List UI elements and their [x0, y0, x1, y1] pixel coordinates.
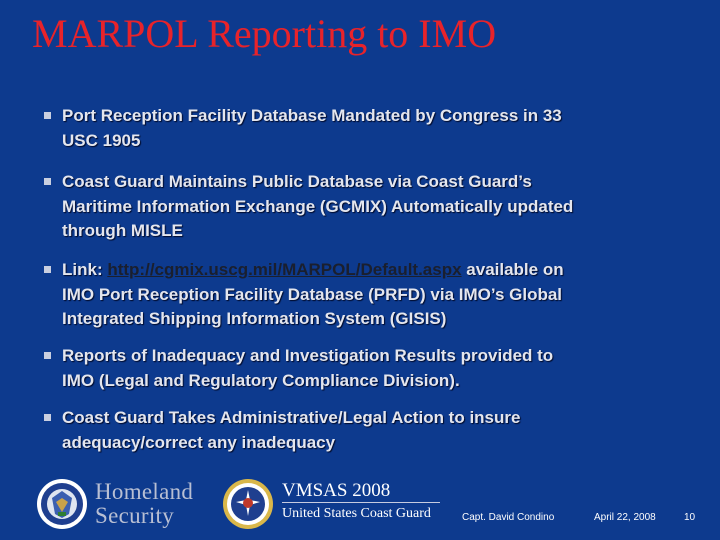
bullet-marker [44, 266, 51, 273]
organization-name: United States Coast Guard [282, 506, 431, 521]
bullet-item: Reports of Inadequacy and Investigation Results provided to IMO (Legal and Regulatory Compliance Division). [44, 344, 553, 393]
bullet-item: Port Reception Facility Database Mandated by Congress in 33 USC 1905 [44, 104, 562, 153]
presenter-name: Capt. David Condino [462, 512, 555, 523]
dhs-seal-icon [36, 478, 88, 530]
bullet-item: Link: http://cgmix.uscg.mil/MARPOL/Default.aspx available on IMO Port Reception Facility Database (PRFD) via IMO’s Global Integrated Shipping Information System (GISIS) [44, 258, 564, 332]
presentation-date: April 22, 2008 [594, 512, 656, 523]
bullet-marker [44, 178, 51, 185]
page-number: 10 [684, 512, 696, 523]
coast-guard-seal-icon [222, 478, 274, 530]
bullet-marker [44, 414, 51, 421]
event-name: VMSAS 2008 [282, 480, 391, 501]
cgmix-link[interactable]: http://cgmix.uscg.mil/MARPOL/Default.aspx [107, 260, 462, 279]
dhs-wordmark: Homeland Security [95, 479, 194, 528]
bullet-marker [44, 112, 51, 119]
bullet-item: Coast Guard Takes Administrative/Legal Action to insure adequacy/correct any inadequacy [44, 406, 520, 455]
slide-footer [0, 470, 720, 540]
footer-divider [282, 502, 440, 503]
bullet-item: Coast Guard Maintains Public Database via Coast Guard’s Maritime Information Exchange (GCMIX) Automatically updated through MISLE [44, 170, 573, 244]
slide-title: MARPOL Reporting to IMO [32, 11, 497, 56]
bullet-marker [44, 352, 51, 359]
